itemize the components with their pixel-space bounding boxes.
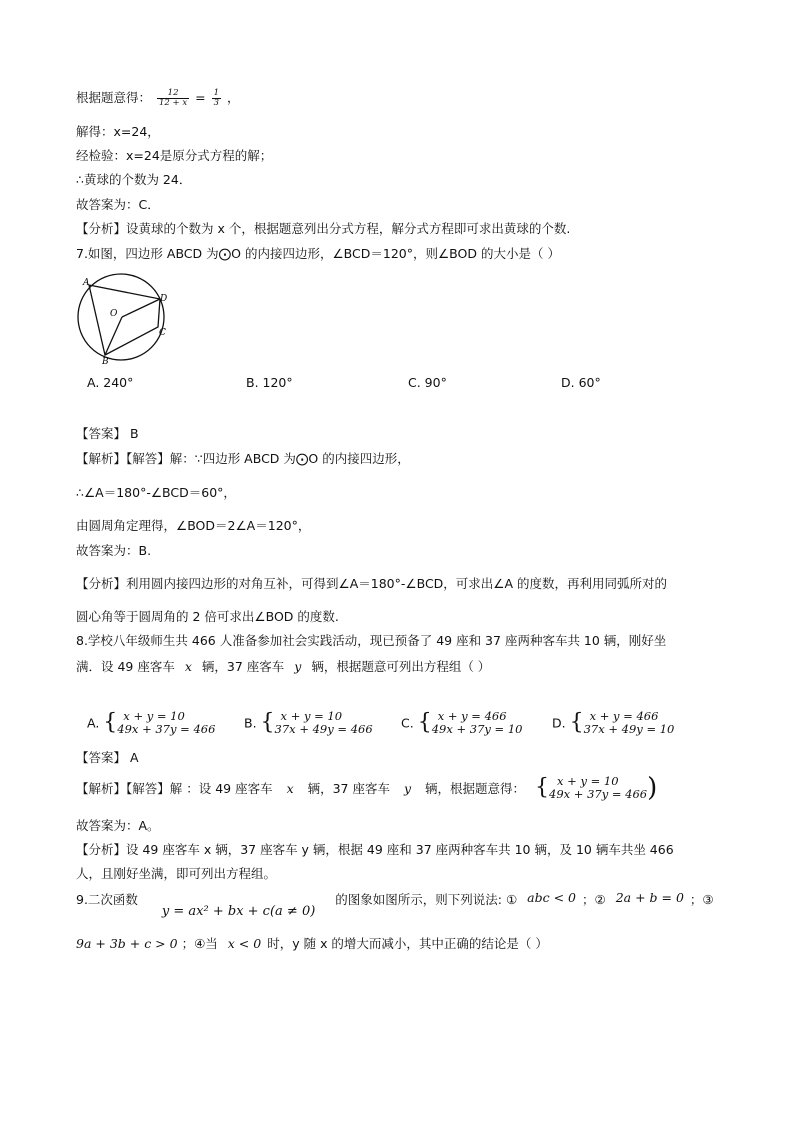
answer-label: 【答案】 A [76,750,139,765]
option-a [87,710,215,736]
equation-2: 49x + 37y = 466 [117,722,216,736]
separator: ；② [582,892,606,907]
function-formula: y = ax² + bx + c(a ≠ 0) [161,904,316,919]
equation-1: x + y = 466 [589,709,659,723]
punctuation: ， [227,90,240,105]
option-label: C. [401,715,414,731]
stem-text: 辆，根据题意可列出方程组（ ） [311,659,491,674]
equation-system [549,775,647,801]
fraction-denominator: 12 + x [159,98,188,108]
solution-line: 故答案为：B. [76,543,152,558]
option-label: D. [552,715,566,731]
question-7-stem: 7.如图，四边形 ABCD 为⨀O 的内接四边形，∠BCD＝120°，则∠BOD 的大小是（ ） [76,246,560,261]
solution-line: ∴∠A＝180°-∠BCD＝60°， [76,485,236,500]
option-d: D. 60° [561,375,601,390]
question-8-stem-2 [76,659,490,675]
question-9-stem [76,890,714,919]
right-bracket: ) [647,773,658,803]
analysis-line: 圆心角等于圆周角的 2 倍可求出∠BOD 的度数. [76,609,339,624]
equation-2: 37x + 49y = 10 [583,722,675,736]
solution-end: 故答案为：A。 [76,818,160,833]
brace: { [103,710,118,735]
solution-line: 【解析】【解答】解：∵四边形 ABCD 为⨀O 的内接四边形， [76,451,410,466]
equation-2: 49x + 37y = 466 [549,787,648,801]
stem-text: 满．设 49 座客车 [76,659,175,674]
analysis-line: 【分析】设 49 座客车 x 辆，37 座客车 y 辆，根据 49 座和 37 座两种客车共 10 辆，及 10 辆车共坐 466 [76,842,674,857]
solution-text: 【解析】【解答】解 ：设 49 座客车 [76,781,273,796]
equation-2: 37x + 49y = 466 [274,722,373,736]
check-line: 经检验：x=24是原分式方程的解； [76,148,273,163]
option-b [244,710,373,736]
fraction [157,89,189,108]
option-c: C. 90° [408,375,447,390]
stem-text: 的图象如图所示，则下列说法: ① [335,892,518,907]
brace: { [569,710,584,735]
question-9-stem-2 [76,934,548,952]
equals-sign: = [195,90,206,105]
result-line: ∴黄球的个数为 24． [76,172,192,187]
brace: { [417,710,432,735]
separator: ；③ [689,892,714,907]
label-text: 根据题意得： [76,90,152,105]
condition-3: 9a + 3b + c > 0 [76,936,178,951]
equation-1: x + y = 466 [437,709,507,723]
equation-system [275,710,373,736]
solution-line [76,775,657,801]
analysis-line: 【分析】利用圆内接四边形的对角互补，可得到∠A＝180°-∠BCD，可求出∠A 的度数，再利用同弧所对的 [76,576,668,591]
fraction-rhs [212,89,221,108]
question-8-stem: 8.学校八年级师生共 466 人准备参加社会实践活动，现已预备了 49 座和 37 座两种客车共 10 辆，刚好坐 [76,633,667,648]
solution-text: 辆，37 座客车 [307,781,390,796]
solve-line: 解得：x=24， [76,124,160,139]
stem-text: 时，y 随 x 的增大而减小，其中正确的结论是（ ） [267,936,548,951]
label-c: C [159,328,166,338]
equation-1: x + y = 10 [123,709,185,723]
circle-quadrilateral-figure [70,272,180,364]
stem-text: 辆，37 座客车 [201,659,285,674]
equation-system [117,710,215,736]
condition-4: x < 0 [227,936,262,951]
option-label: A. [87,715,100,731]
option-a: A. 240° [87,375,134,390]
label-a: A [83,278,90,288]
answer-line: 故答案为：C． [76,197,160,212]
var-y: y [403,780,412,796]
separator: ；④当 [181,936,218,951]
condition-2: 2a + b = 0 [615,890,684,905]
option-label: B. [244,715,257,731]
brace: { [260,710,275,735]
solution-text: 辆，根据题意得： [425,781,526,796]
condition-1: abc < 0 [527,890,576,905]
line-equation [76,89,240,108]
analysis-line: 人，且刚好坐满，即可列出方程组。 [76,866,277,881]
brace: { [535,775,550,800]
equation-1: x + y = 10 [557,774,619,788]
solution-line: 由圆周角定理得，∠BOD＝2∠A＝120°， [76,518,311,533]
label-o: O [110,309,118,319]
var-y: y [294,659,302,674]
option-b: B. 120° [246,375,293,390]
equation-1: x + y = 10 [280,709,343,723]
equation-2: 49x + 37y = 10 [431,722,523,736]
stem-text: 9.二次函数 [76,892,138,907]
equation-system [584,710,675,736]
option-d [552,710,674,736]
fraction-numerator: 12 [157,89,189,99]
var-x: x [184,659,192,674]
option-c [401,710,522,736]
fraction-numerator: 1 [213,88,220,98]
answer-label: 【答案】 B [76,426,139,441]
fraction-denominator: 3 [213,98,220,108]
var-x: x [286,780,294,796]
label-d: D [160,294,168,304]
equation-system [432,710,523,736]
label-b: B [102,357,109,364]
analysis-line: 【分析】设黄球的个数为 x 个，根据题意列出分式方程，解分式方程即可求出黄球的个数. [76,221,571,236]
